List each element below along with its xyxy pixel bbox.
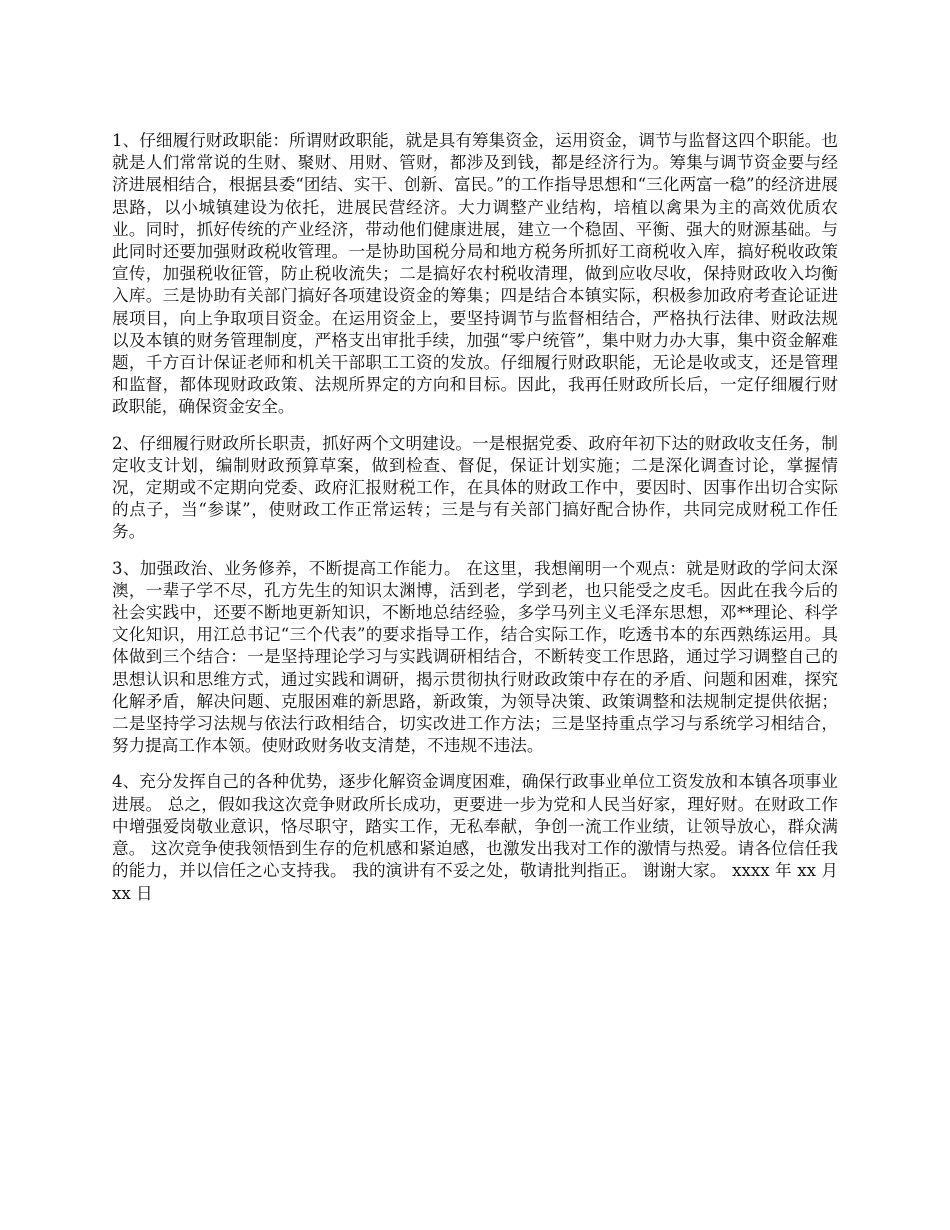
document-body [112,130,838,919]
paragraph-4: 4、充分发挥自己的各种优势，逐步化解资金调度困难，确保行政事业单位工资发放和本镇各项事业进展。 总之，假如我这次竞争财政所长成功，更要进一步为党和人民当好家，理好财。在财政工作中增强爱岗敬业意识，恪尽职守，踏实工作，无私奉献，争创一流工作业绩，让领导放心，群众满意。 这次竞争使我领悟到生存的危机感和紧迫感，也激发出我对工作的激情与热爱。请各位信任我的能力，并以信任之心支持我。 我的演讲有不妥之处，敬请批判指正。 谢谢大家。 xxxx 年 xx 月 xx 日 [112,772,838,903]
paragraph-3: 3、加强政治、业务修养，不断提高工作能力。 在这里，我想阐明一个观点：就是财政的学问太深澳，一辈子学不尽，孔方先生的知识太渊博，活到老，学到老，也只能受之皮毛。因此在我今后的社会实践中，还要不断地更新知识，不断地总结经验，多学马列主义毛泽东思想，邓**理论、科学文化知识，用江总书记“三个代表”的要求指导工作，结合实际工作，吃透书本的东西熟练运用。具体做到三个结合：一是坚持理论学习与实践调研相结合，不断转变工作思路，通过学习调整自己的思想认识和思维方式，通过实践和调研，揭示贯彻执行财政政策中存在的矛盾、问题和困难，探究化解矛盾，解决问题、克服困难的新思路，新政策，为领导决策、政策调整和法规制定提供依据；二是坚持学习法规与依法行政相结合，切实改进工作方法；三是坚持重点学习与系统学习相结合，努力提高工作本领。使财政财务收支清楚，不违规不违法。 [112,558,838,756]
paragraph-1: 1、仔细履行财政职能：所谓财政职能，就是具有筹集资金，运用资金，调节与监督这四个职能。也就是人们常常说的生财、聚财、用财、管财，都涉及到钱，都是经济行为。筹集与调节资金要与经济进展相结合，根据县委“团结、实干、创新、富民。”的工作指导思想和“三化两富一稳”的经济进展思路，以小城镇建设为依托，进展民营经济。大力调整产业结构，培植以禽果为主的高效优质农业。同时，抓好传统的产业经济，带动他们健康进展，建立一个稳固、平衡、强大的财源基础。与此同时还要加强财政税收管理。一是协助国税分局和地方税务所抓好工商税收入库，搞好税收政策宣传，加强税收征管，防止税收流失；二是搞好农村税收清理，做到应收尽收，保持财政收入均衡入库。三是协助有关部门搞好各项建设资金的筹集；四是结合本镇实际，积极参加政府考查论证进展项目，向上争取项目资金。在运用资金上，要坚持调节与监督相结合，严格执行法律、财政法规以及本镇的财务管理制度，严格支出审批手续，加强“零户统管”，集中财力办大事，集中资金解难题，千方百计保证老师和机关干部职工工资的发放。仔细履行财政职能，无论是收或支，还是管理和监督，都体现财政政策、法规所界定的方向和目标。因此，我再任财政所长后，一定仔细履行财政职能，确保资金安全。 [112,131,838,417]
paragraph-2: 2、仔细履行财政所长职责，抓好两个文明建设。一是根据党委、政府年初下达的财政收支任务，制定收支计划，编制财政预算草案，做到检查、督促，保证计划实施；二是深化调查讨论，掌握情况，定期或不定期向党委、政府汇报财税工作，在具体的财政工作中，要因时、因事作出切合实际的点子，当“参谋”，使财政工作正常运转；三是与有关部门搞好配合协作，共同完成财税工作任务。 [112,433,838,542]
